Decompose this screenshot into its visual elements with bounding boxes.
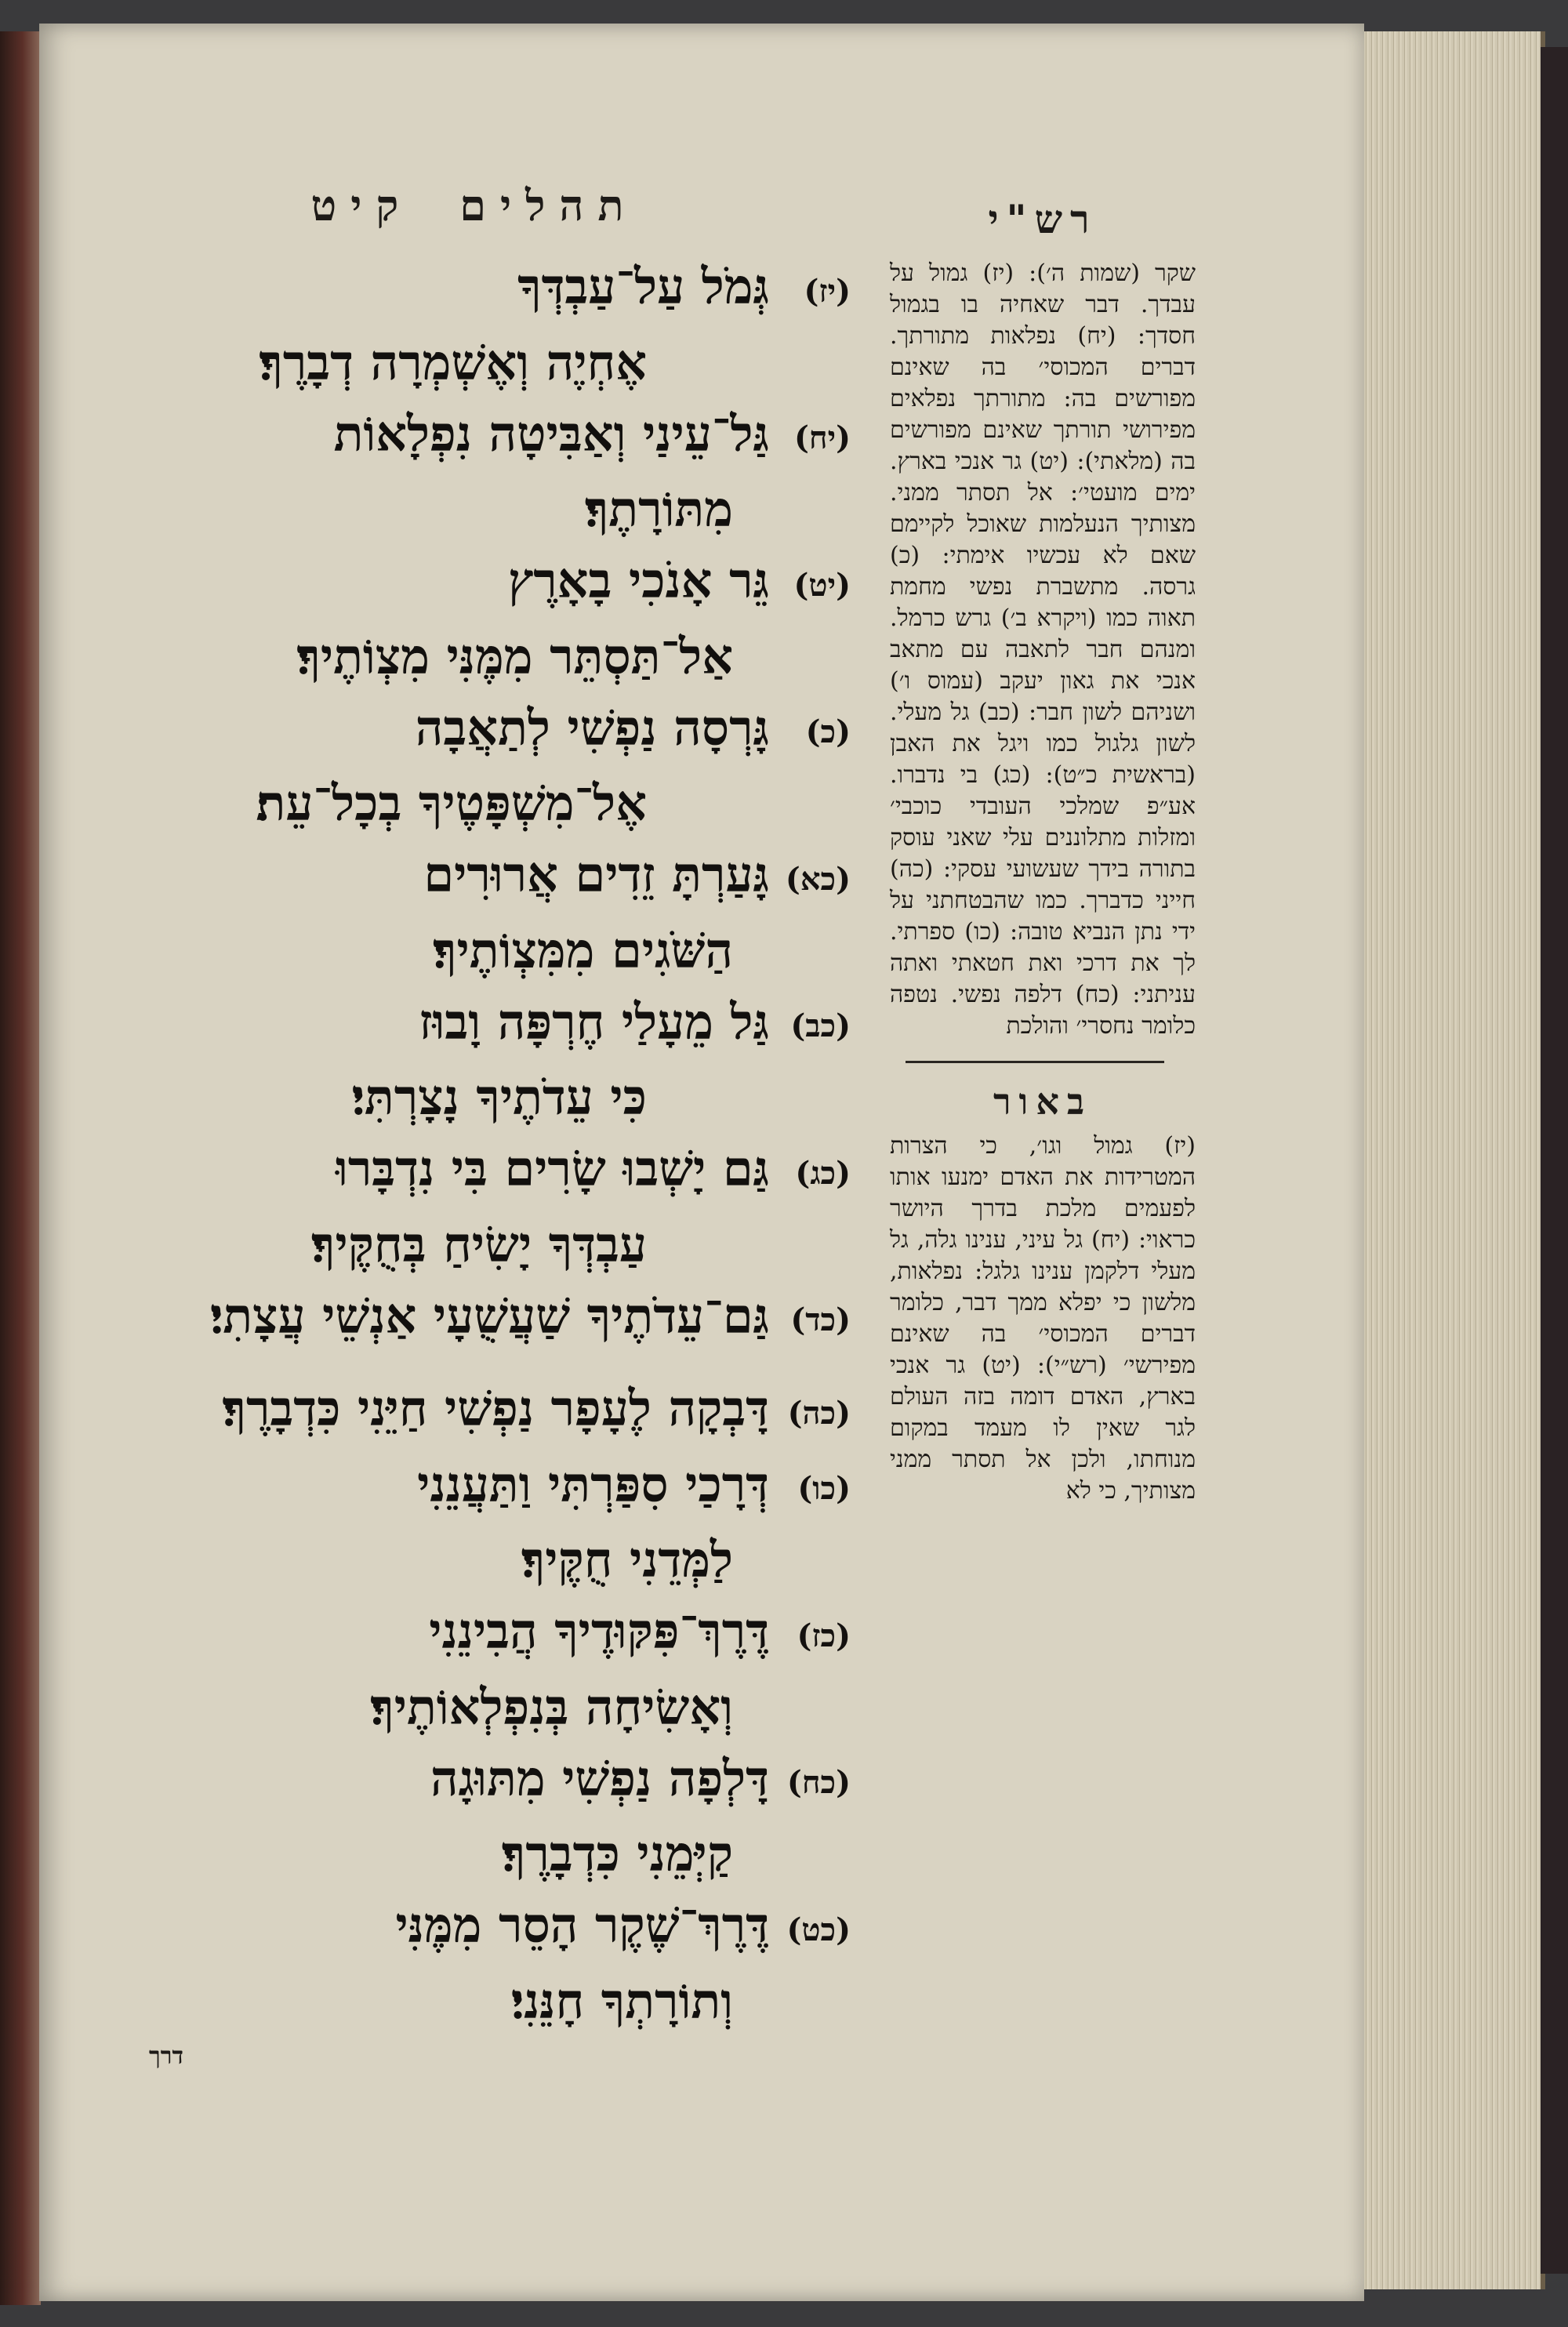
verse-text: גַּל מֵעָלַי חֶרְפָּה וָבוּז: [419, 993, 769, 1051]
verse-number: (כח): [786, 1764, 851, 1801]
verse-line: [98, 1890, 851, 1966]
verse-text: דֶּרֶךְ־שֶׁקֶר הָסֵר מִמֶּנִּי: [395, 1897, 769, 1954]
verse-line: [98, 545, 851, 621]
verse-text: גֵּר אָנֹכִי בָאָרֶץ: [507, 552, 769, 609]
verse-line: [98, 986, 851, 1062]
verse-line: [98, 1449, 851, 1525]
chapter-number: קיט: [310, 180, 413, 231]
verse-line: [98, 692, 851, 768]
verse-line: [98, 1373, 851, 1449]
verse-number: (כז): [797, 1617, 851, 1654]
book-cover-edge: [0, 31, 41, 2305]
verse: [98, 251, 851, 398]
verse-text: דֶּרֶךְ־פִּקּוּדֶיךָ הֲבִינֵנִי: [429, 1603, 769, 1660]
book-spine: [1541, 47, 1568, 2274]
verse-text: קַיְּמֵנִי כִּדְבָרֶךָ׃: [501, 1825, 733, 1882]
verse-text: גָּעַרְתָּ זֵדִים אֲרוּרִים: [423, 846, 769, 903]
verse-line: [98, 251, 851, 327]
verse-text: וְאָשִׂיחָה בְּנִפְלְאוֹתֶיךָ׃: [370, 1678, 733, 1736]
verse-text: אֶחְיֶה וְאֶשְׁמְרָה דְבָרֶךָ׃: [259, 333, 647, 391]
verse-text: דָּלְפָה נַפְשִׁי מִתּוּגָה: [430, 1749, 769, 1807]
verse-line: [98, 768, 851, 839]
verse-list: [98, 251, 851, 2037]
verse-text: אֶל־מִשְׁפָּטֶיךָ בְכָל־עֵת׃: [256, 775, 647, 832]
verse: [98, 986, 851, 1134]
verse-text: גָּרְסָה נַפְשִׁי לְתַאֲבָה: [415, 699, 769, 757]
verse-line: [98, 1743, 851, 1819]
verse-text: גַּל־עֵינַי וְאַבִּיטָה נִפְלָאוֹת: [333, 405, 769, 463]
verse: [98, 1449, 851, 1596]
rashi-text: שקר (שמות ה׳): (יז) גמול על עבדך. דבר שאחיה בו בגמול חסדך: (יח) נפלאות מתורתך. דברים המכוסי׳ בה שאינם מפורשים בה: מתורתך נפלאים מפירושי תורתך שאינם מפורשים בה (מלאתי): (יט) גר אנכי בארץ. ימים מועטי׳: אל תסתר ממני. מצותיך הנעלמות שאוכל לקיימם שאם לא עכשיו אימתי: (כ) גרסה. מתשברת נפשי מחמת תאוה כמו (ויקרא ב׳) גרש כרמל. ומנהם חבר לתאבה עם מתאב אנכי את גאון יעקב (עמוס ו׳) ושניהם לשון חבר: (כב) גל מעלי. לשון גלגול כמו ויגל את האבן (בראשית כ״ט): (כג) בי נדברו. אע״פ שמלכי העובדי כוכבי׳ ומזלות מתלוננים עלי שאני עוסק בתורה בידך שעשועי עסקי: (כה) חייני כדברך. כמו שהבטחתני על ידי נתן הנביא טובה: (כו) ספרתי. לך את דרכי ואת חטאתי ואתה עניתני: (כח) דלפה נפשי. נטפה כלומר נחסרי׳ והולכת: [890, 260, 1196, 1040]
book-title: תהלים: [459, 180, 638, 231]
page-edges: [1352, 31, 1545, 2289]
psalm-header: [98, 180, 851, 231]
rashi-title: רש"י: [988, 196, 1098, 242]
verse-line: [98, 915, 851, 986]
verse-text: הַשֹּׁגִים מִמִּצְוֹתֶיךָ׃: [433, 921, 733, 979]
verse-line: [98, 1133, 851, 1209]
verse: [98, 1596, 851, 1743]
verse-text: דְּרָכַי סִפַּרְתִּי וַתַּעֲנֵנִי: [417, 1455, 769, 1513]
verse-line: [98, 1818, 851, 1890]
verse-line: [98, 621, 851, 692]
commentary-column: [890, 196, 1196, 1507]
verse-text: מִתּוֹרָתֶךָ׃: [584, 481, 733, 538]
verse-line: [98, 1966, 851, 2037]
catchword: דרך: [149, 2042, 183, 2070]
biur-title: באור: [993, 1080, 1093, 1123]
verse-number: (כה): [787, 1394, 851, 1432]
verse-number: (יט): [793, 566, 851, 604]
verse-line: [98, 1524, 851, 1596]
biur-text: (יז) גמול וגו׳, כי הצרות המטרידות את האדם ימנעו אותו לפעמים מלכת בדרך היושר כראוי: (יח) גל עיני, ענינו גלה, גל מעלי דלקמן ענינו גלגל: נפלאות, מלשון כי יפלא ממך דבר, כלומר דברים המכוסי׳ בה שאינם מפירשי׳ (רש״י): (יט) גר אנכי בארץ, האדם דומה בזה העולם לגר שאין לו מעמד במקום מנוחתו, ולכן אל תסתר ממני מצותיך, כי לא: [890, 1132, 1196, 1505]
verse: [98, 1133, 851, 1280]
verse: [98, 398, 851, 546]
verse-text: גְּמֹל עַל־עַבְדְּךָ: [517, 258, 769, 315]
verse-number: (כט): [786, 1911, 851, 1948]
verse-line: [98, 1672, 851, 1743]
verse-number: (כו): [797, 1470, 851, 1507]
divider: [906, 1061, 1164, 1063]
verse-number: (כד): [790, 1301, 851, 1338]
verse: [98, 839, 851, 986]
verse-text: גַּם־עֵדֹתֶיךָ שַׁעֲשֻׁעָי אַנְשֵׁי עֲצָתִי׃: [209, 1287, 769, 1345]
verse: [98, 1743, 851, 1890]
verse-number: (יז): [804, 272, 851, 310]
verse-line: [98, 839, 851, 915]
verse-text: גַּם יָשְׁבוּ שָׂרִים בִּי נִדְבָּרוּ: [335, 1140, 769, 1197]
stanza-gap: [98, 1356, 851, 1373]
verse-number: (כג): [795, 1154, 851, 1192]
verse-text: וְתוֹרָתְךָ חָנֵּנִי׃: [510, 1972, 733, 2030]
verse-number: (כב): [790, 1007, 851, 1044]
verse-text: אַל־תַּסְתֵּר מִמֶּנִּי מִצְוֹתֶיךָ׃: [296, 627, 733, 685]
verse-line: [98, 474, 851, 545]
verse: [98, 692, 851, 840]
verse-line: [98, 1062, 851, 1133]
verse-number: (כ): [805, 713, 851, 750]
verse-text: דָּבְקָה לֶעָפָר נַפְשִׁי חַיֵּנִי כִּדְבָרֶךָ׃: [222, 1380, 769, 1437]
verse-number: (כא): [785, 860, 851, 898]
verse-text: כִּי עֵדֹתֶיךָ נָצָרְתִּי׃: [351, 1069, 647, 1126]
verse-line: [98, 1280, 851, 1356]
verse: [98, 1280, 851, 1356]
verse-line: [98, 327, 851, 398]
verse-line: [98, 1596, 851, 1672]
verse-line: [98, 1209, 851, 1280]
book-page: [39, 24, 1364, 2301]
verse-text: לַמְּדֵנִי חֻקֶּיךָ׃: [521, 1531, 733, 1588]
psalm-column: [98, 180, 851, 2037]
verse: [98, 1373, 851, 1449]
verse-text: עַבְדְּךָ יָשִׂיחַ בְּחֻקֶּיךָ׃: [311, 1215, 647, 1273]
verse: [98, 545, 851, 692]
verse: [98, 1890, 851, 2037]
verse-line: [98, 398, 851, 474]
verse-number: (יח): [793, 419, 851, 456]
